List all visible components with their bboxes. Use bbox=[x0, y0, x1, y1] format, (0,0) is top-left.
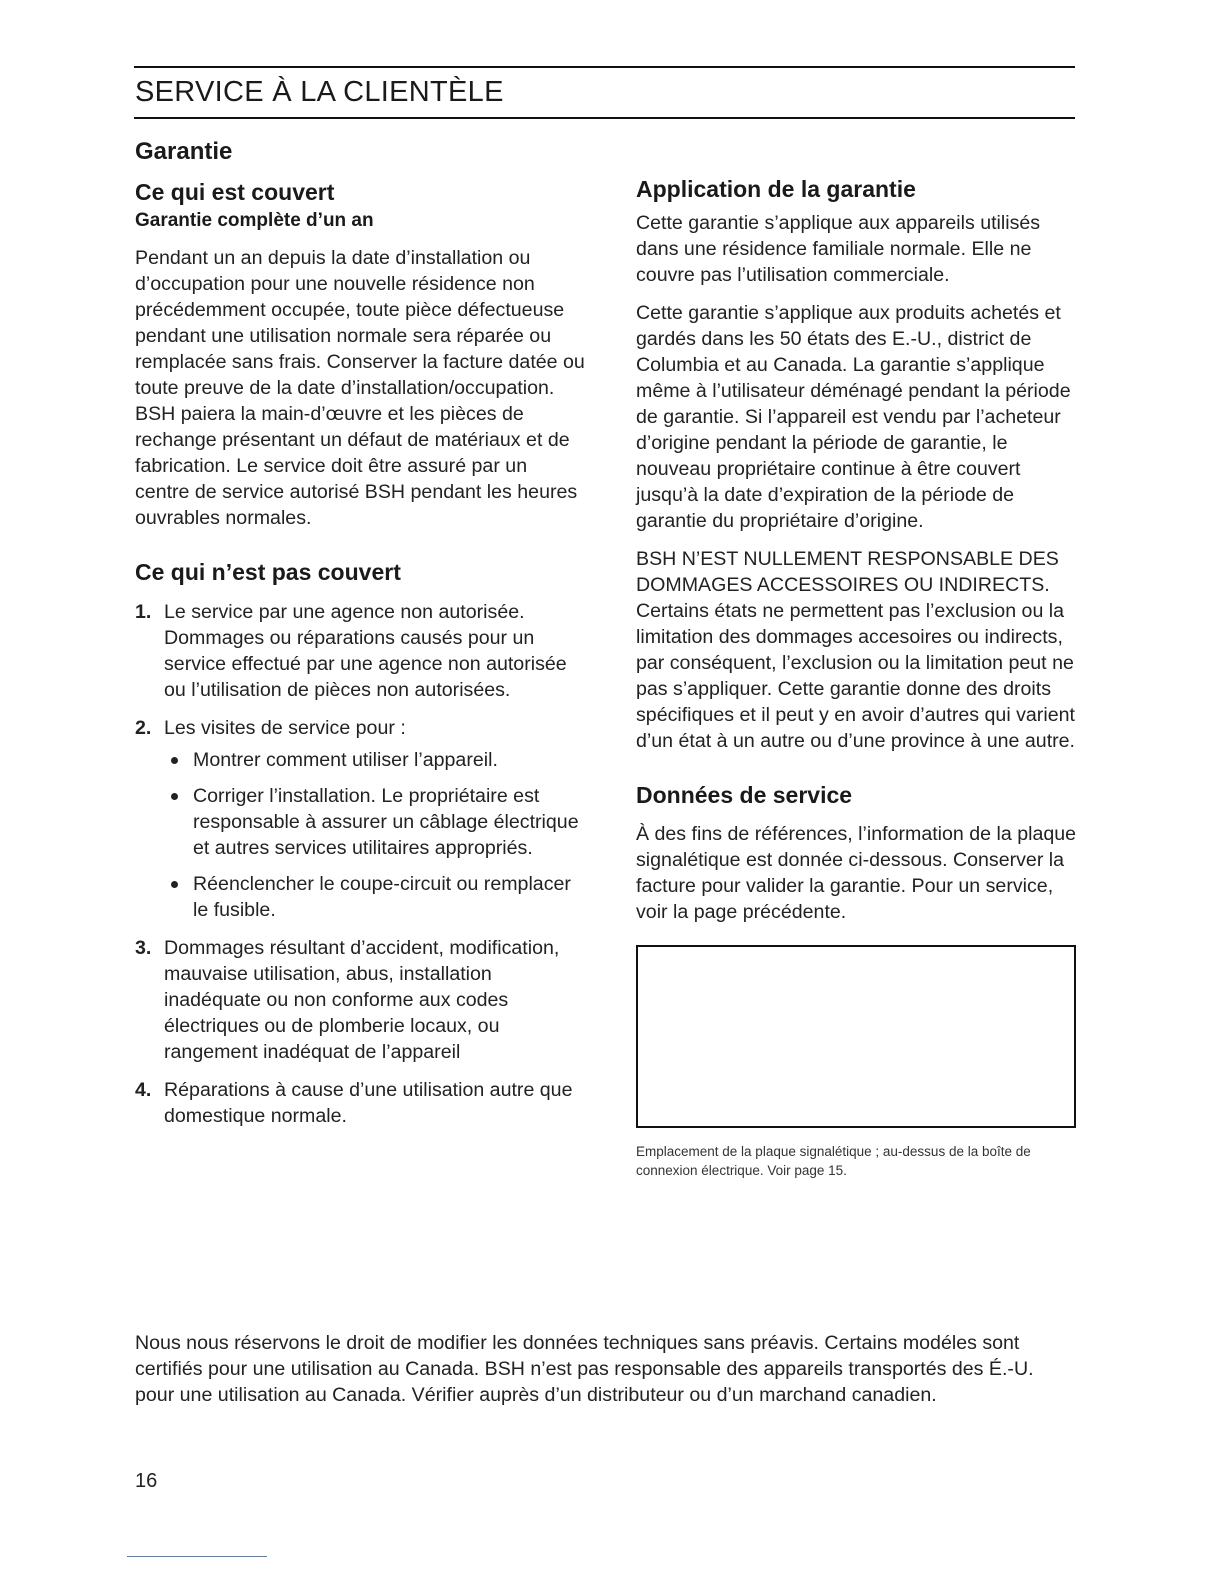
application-paragraph-2: Cette garantie s’applique aux produits achetés et gardés dans les 50 états des E.-U., district de Columbia et au Canada. La garantie s’applique même à l’utilisateur déménagé pendant la période de garantie. Si l’appareil est vendu par l’acheteur d’origine pendant la période de garantie, le nouveau propriétaire continue à être couvert jusqu’à la date d’expiration de la période de garantie du propriétaire d’origine. bbox=[636, 301, 1071, 532]
header-top-rule bbox=[134, 66, 1075, 68]
bullet-text: Montrer comment utiliser l’appareil. bbox=[193, 748, 498, 771]
bullet-dot-icon bbox=[171, 757, 178, 764]
list-item-number: 4. bbox=[135, 1078, 152, 1101]
page-title: SERVICE À LA CLIENTÈLE bbox=[135, 76, 504, 108]
list-item-number: 1. bbox=[135, 600, 152, 623]
rating-plate-caption: Emplacement de la plaque signalétique ; au-dessus de la boîte de connexion électrique. Voir page 15. bbox=[636, 1144, 1031, 1179]
covered-subheading: Garantie complète d’un an bbox=[135, 210, 374, 232]
bullet-list bbox=[164, 747, 585, 923]
list-item bbox=[135, 715, 585, 923]
footer-note: Nous nous réservons le droit de modifier les données techniques sans préavis. Certains modéles sont certifiés pour une utilisation au Canada. BSH n’est pas responsable des appareils transportés des É.-U. pour une utilisation au Canada. Vérifier auprès d’un distributeur ou d’un marchand canadien. bbox=[135, 1332, 1034, 1406]
right-column bbox=[636, 176, 1081, 1180]
application-heading: Application de la garantie bbox=[636, 176, 916, 202]
bullet-text: Réenclencher le coupe-circuit ou remplacer le fusible. bbox=[193, 872, 571, 921]
bullet-item bbox=[164, 783, 585, 861]
list-item bbox=[135, 935, 585, 1065]
service-data-heading: Données de service bbox=[636, 781, 853, 808]
section-title-garantie: Garantie bbox=[135, 138, 233, 165]
application-paragraph-1: Cette garantie s’applique aux appareils utilisés dans une résidence familiale normale. Elle ne couvre pas l’utilisation commerciale. bbox=[636, 211, 1041, 286]
list-item-text: Les visites de service pour : bbox=[164, 716, 406, 739]
list-item-text: Le service par une agence non autorisée. Dommages ou réparations causés pour un service effectué par une agence non autorisée ou l’utilisation de pièces non autorisées. bbox=[164, 600, 567, 701]
bottom-divider bbox=[127, 1556, 267, 1557]
not-covered-heading: Ce qui n’est pas couvert bbox=[135, 559, 401, 586]
bullet-item bbox=[164, 871, 585, 923]
list-item-number: 3. bbox=[135, 936, 152, 959]
application-paragraph-3: BSH N’EST NULLEMENT RESPONSABLE DES DOMMAGES ACCESSOIRES OU INDIRECTS. Certains états ne permettent pas l’exclusion ou la limitation des dommages accesoires ou indirects, par conséquent, l’exclusion ou la limitation peut ne pas s’appliquer. Cette garantie donne des droits spécifiques et il peut y en avoir d’autres qui varient d’un état à un autre ou d’une province à une autre. bbox=[636, 547, 1076, 752]
bullet-item bbox=[164, 747, 585, 773]
covered-heading: Ce qui est couvert bbox=[135, 178, 335, 205]
bullet-text: Corriger l’installation. Le propriétaire est responsable à assurer un câblage électrique et autres services utilitaires appropriés. bbox=[193, 784, 579, 859]
covered-body: Pendant un an depuis la date d’installation ou d’occupation pour une nouvelle résidence non précédemment occupée, toute pièce défectueuse pendant une utilisation normale sera réparée ou remplacée sans frais. Conserver la facture datée ou toute preuve de la date d’installation/occupation. BSH paiera la main-d’œuvre et les pièces de rechange présentant un défaut de matériaux et de fabrication. Le service doit être assuré par un centre de service autorisé BSH pendant les heures ouvrables normales. bbox=[135, 247, 585, 530]
bullet-dot-icon bbox=[171, 793, 178, 800]
list-item bbox=[135, 599, 585, 703]
list-item-text: Réparations à cause d’une utilisation autre que domestique normale. bbox=[164, 1078, 573, 1127]
service-data-body: À des fins de références, l’information de la plaque signalétique est donnée ci-dessous. Conserver la facture pour valider la garantie. Pour un service, voir la page précédente. bbox=[636, 823, 1077, 924]
page-number: 16 bbox=[135, 1470, 158, 1492]
not-covered-list bbox=[135, 599, 585, 1129]
bullet-dot-icon bbox=[171, 881, 178, 888]
list-item-number: 2. bbox=[135, 716, 152, 739]
list-item bbox=[135, 1077, 585, 1129]
list-item-text: Dommages résultant d’accident, modification, mauvaise utilisation, abus, installation inadéquate ou non conforme aux codes électriques ou de plomberie locaux, ou rangement inadéquat de l’appareil bbox=[164, 936, 560, 1063]
left-column bbox=[135, 138, 585, 1141]
rating-plate-box bbox=[636, 945, 1076, 1128]
header-bottom-rule bbox=[134, 117, 1075, 119]
